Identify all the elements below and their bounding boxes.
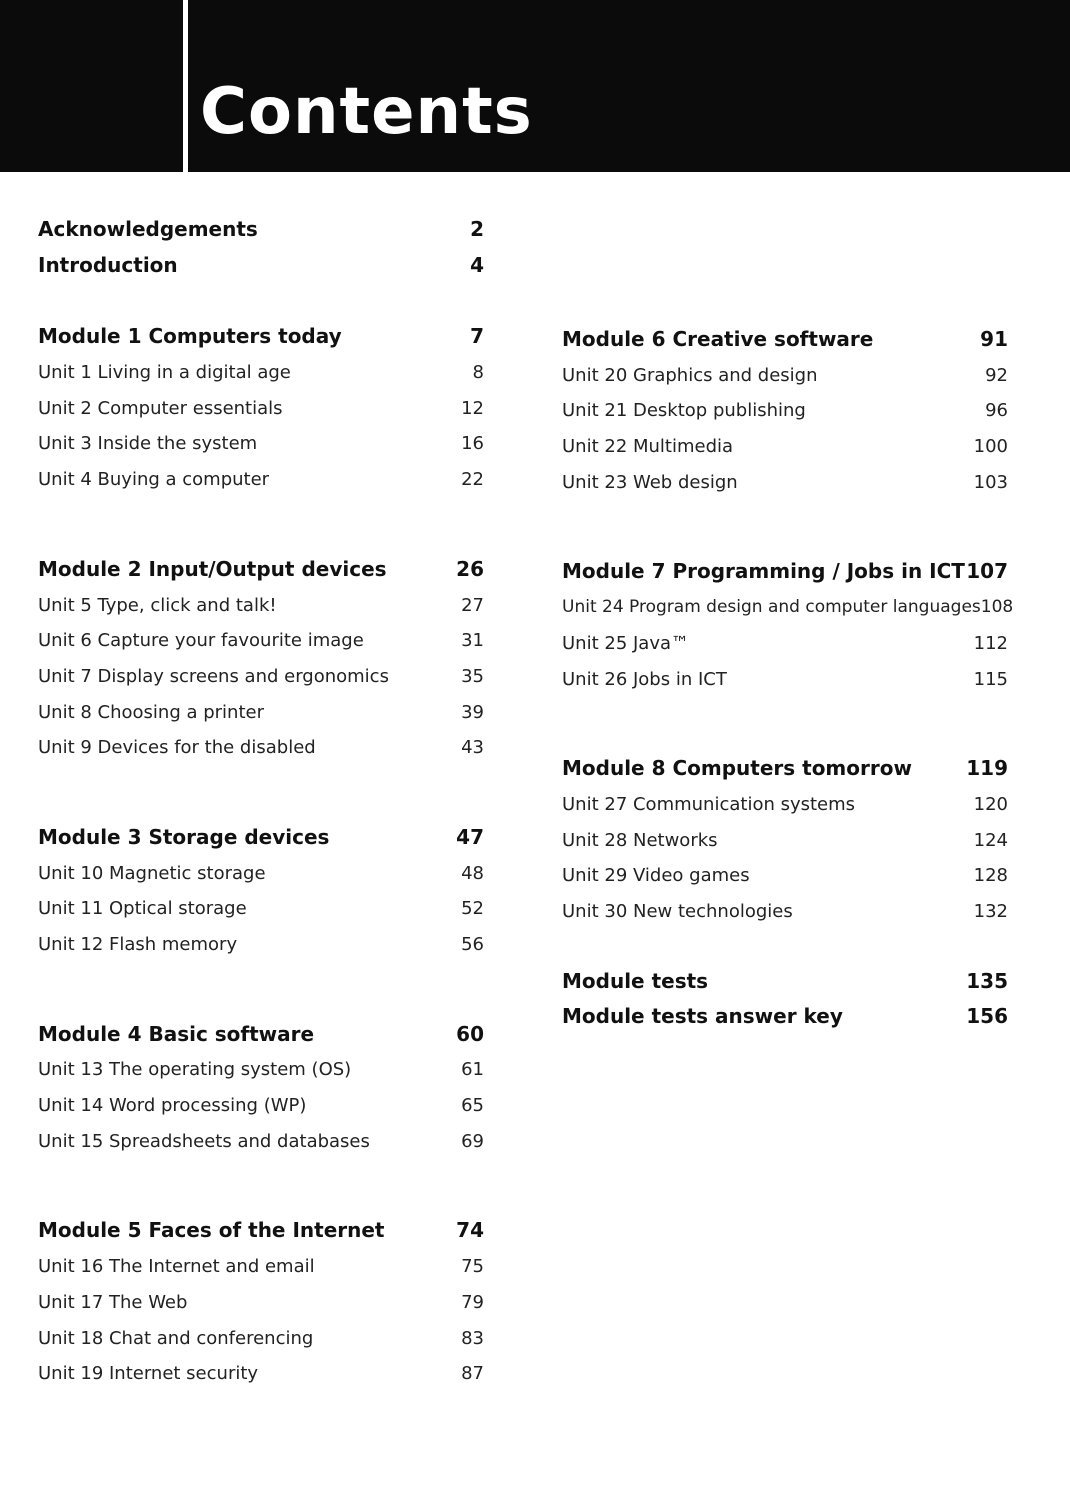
unit-page: 22 <box>461 469 484 491</box>
module-heading[interactable] <box>38 552 484 588</box>
module-heading[interactable] <box>38 319 484 355</box>
front-matter <box>38 212 484 283</box>
unit-page: 83 <box>461 1327 484 1349</box>
unit-title: Unit 8 Choosing a printer <box>38 701 264 723</box>
module-section <box>38 820 484 963</box>
unit-page: 61 <box>461 1059 484 1081</box>
unit-entry[interactable] <box>562 393 1008 429</box>
unit-page: 48 <box>461 862 484 884</box>
unit-entry[interactable] <box>38 1321 484 1357</box>
unit-title: Unit 3 Inside the system <box>38 433 258 455</box>
module-title: Module 7 Programming / Jobs in ICT <box>562 559 965 584</box>
unit-title: Unit 7 Display screens and ergonomics <box>38 665 389 687</box>
unit-title: Unit 19 Internet security <box>38 1363 259 1385</box>
module-heading[interactable] <box>38 820 484 856</box>
unit-title: Unit 22 Multimedia <box>562 436 734 458</box>
unit-page: 92 <box>985 364 1008 386</box>
module-title: Module 3 Storage devices <box>38 824 330 849</box>
banner-divider <box>183 0 188 172</box>
unit-title: Unit 21 Desktop publishing <box>562 400 806 422</box>
unit-entry[interactable] <box>38 856 484 892</box>
toc-entry[interactable] <box>38 212 484 248</box>
unit-page: 16 <box>461 433 484 455</box>
unit-entry[interactable] <box>562 358 1008 394</box>
unit-title: Unit 1 Living in a digital age <box>38 362 291 384</box>
toc-entry[interactable] <box>562 964 1008 1000</box>
module-section <box>562 554 1014 697</box>
unit-title: Unit 24 Program design and computer languages <box>562 597 981 618</box>
unit-page: 108 <box>980 597 1014 618</box>
unit-title: Unit 26 Jobs in ICT <box>562 668 727 690</box>
unit-entry[interactable] <box>38 1124 484 1160</box>
module-heading[interactable] <box>562 322 1008 358</box>
unit-title: Unit 28 Networks <box>562 829 718 851</box>
unit-entry[interactable] <box>562 858 1008 894</box>
module-section <box>38 552 484 766</box>
unit-page: 75 <box>461 1256 484 1278</box>
unit-page: 87 <box>461 1363 484 1385</box>
unit-title: Unit 14 Word processing (WP) <box>38 1095 307 1117</box>
unit-title: Unit 2 Computer essentials <box>38 397 283 419</box>
unit-title: Unit 16 The Internet and email <box>38 1256 315 1278</box>
unit-entry[interactable] <box>562 787 1008 823</box>
unit-entry[interactable] <box>562 894 1008 930</box>
module-section <box>38 1213 484 1391</box>
module-heading[interactable] <box>562 751 1008 787</box>
unit-title: Unit 6 Capture your favourite image <box>38 630 364 652</box>
unit-page: 52 <box>461 898 484 920</box>
module-page: 91 <box>980 327 1008 351</box>
page-title: Contents <box>200 75 533 149</box>
unit-entry[interactable] <box>38 588 484 624</box>
unit-entry[interactable] <box>38 391 484 427</box>
module-section <box>562 751 1008 929</box>
module-page: 47 <box>456 824 484 849</box>
unit-title: Unit 10 Magnetic storage <box>38 862 266 884</box>
unit-entry[interactable] <box>38 1088 484 1124</box>
module-heading[interactable] <box>38 1213 484 1249</box>
module-heading[interactable] <box>562 554 1008 590</box>
unit-page: 8 <box>472 362 484 384</box>
header-banner <box>0 0 1070 172</box>
module-title: Module 2 Input/Output devices <box>38 556 387 581</box>
unit-page: 132 <box>973 900 1008 922</box>
module-page: 26 <box>456 556 484 581</box>
module-page: 74 <box>456 1218 484 1243</box>
unit-page: 39 <box>461 701 484 723</box>
unit-entry[interactable] <box>38 730 484 766</box>
unit-page: 100 <box>973 436 1008 458</box>
unit-page: 56 <box>461 934 484 955</box>
unit-title: Unit 23 Web design <box>562 471 738 493</box>
unit-title: Unit 4 Buying a computer <box>38 469 270 491</box>
unit-entry[interactable] <box>38 1249 484 1285</box>
unit-page: 65 <box>461 1095 484 1117</box>
unit-entry[interactable] <box>562 429 1008 465</box>
unit-entry[interactable] <box>38 891 484 927</box>
back-matter <box>562 964 1008 1035</box>
unit-entry[interactable] <box>562 465 1008 501</box>
unit-page: 128 <box>973 865 1008 887</box>
unit-page: 103 <box>973 471 1008 493</box>
module-title: Module 4 Basic software <box>38 1021 315 1046</box>
unit-title: Unit 9 Devices for the disabled <box>38 737 316 759</box>
unit-title: Unit 27 Communication systems <box>562 793 856 815</box>
module-title: Module 1 Computers today <box>38 324 342 349</box>
unit-entry[interactable] <box>38 1052 484 1088</box>
unit-title: Unit 30 New technologies <box>562 900 793 922</box>
module-page: 119 <box>966 756 1008 781</box>
toc-entry[interactable] <box>38 248 484 284</box>
unit-entry[interactable] <box>38 695 484 731</box>
unit-page: 79 <box>461 1291 484 1313</box>
module-section <box>562 322 1008 500</box>
unit-title: Unit 11 Optical storage <box>38 898 247 920</box>
unit-title: Unit 13 The operating system (OS) <box>38 1059 352 1081</box>
toc-right-column <box>562 322 1014 1089</box>
unit-entry[interactable] <box>562 662 1008 698</box>
unit-page: 27 <box>461 594 484 616</box>
module-page: 107 <box>966 559 1008 584</box>
module-page: 7 <box>470 324 484 349</box>
entry-label: Acknowledgements <box>38 217 258 241</box>
entry-label: Introduction <box>38 252 178 277</box>
module-page: 60 <box>456 1021 484 1046</box>
unit-title: Unit 5 Type, click and talk! <box>38 594 277 616</box>
unit-entry[interactable] <box>38 355 484 391</box>
module-title: Module 5 Faces of the Internet <box>38 1218 385 1243</box>
entry-label: Module tests answer key <box>562 1004 843 1029</box>
module-section <box>38 1017 484 1160</box>
unit-title: Unit 12 Flash memory <box>38 934 238 955</box>
unit-page: 115 <box>973 668 1008 690</box>
unit-page: 35 <box>461 665 484 687</box>
unit-title: Unit 18 Chat and conferencing <box>38 1327 314 1349</box>
unit-title: Unit 29 Video games <box>562 865 750 887</box>
unit-page: 43 <box>461 737 484 759</box>
module-section <box>38 319 484 497</box>
unit-entry[interactable] <box>38 1285 484 1321</box>
unit-entry[interactable] <box>38 1356 484 1392</box>
unit-entry[interactable] <box>38 659 484 695</box>
unit-page: 120 <box>973 793 1008 815</box>
unit-page: 124 <box>973 829 1008 851</box>
unit-entry[interactable] <box>38 462 484 498</box>
entry-label: Module tests <box>562 968 709 993</box>
module-title: Module 8 Computers tomorrow <box>562 756 912 781</box>
unit-page: 31 <box>461 630 484 652</box>
entry-page: 156 <box>966 1004 1008 1029</box>
unit-page: 96 <box>985 400 1008 422</box>
unit-entry[interactable] <box>562 590 1014 626</box>
entry-page: 135 <box>966 968 1008 993</box>
entry-page: 4 <box>470 252 484 277</box>
unit-page: 112 <box>973 632 1008 654</box>
toc-left-column <box>38 212 484 1446</box>
unit-title: Unit 20 Graphics and design <box>562 364 818 386</box>
unit-title: Unit 15 Spreadsheets and databases <box>38 1130 370 1152</box>
unit-page: 12 <box>461 397 484 419</box>
unit-entry[interactable] <box>562 626 1008 662</box>
unit-entry[interactable] <box>38 623 484 659</box>
toc-entry[interactable] <box>562 999 1008 1035</box>
module-heading[interactable] <box>38 1017 484 1053</box>
module-title: Module 6 Creative software <box>562 327 874 351</box>
entry-page: 2 <box>470 217 484 241</box>
unit-title: Unit 25 Java™ <box>562 632 690 654</box>
unit-entry[interactable] <box>38 426 484 462</box>
unit-title: Unit 17 The Web <box>38 1291 188 1313</box>
unit-page: 69 <box>461 1130 484 1152</box>
unit-entry[interactable] <box>38 927 484 963</box>
unit-entry[interactable] <box>562 823 1008 859</box>
